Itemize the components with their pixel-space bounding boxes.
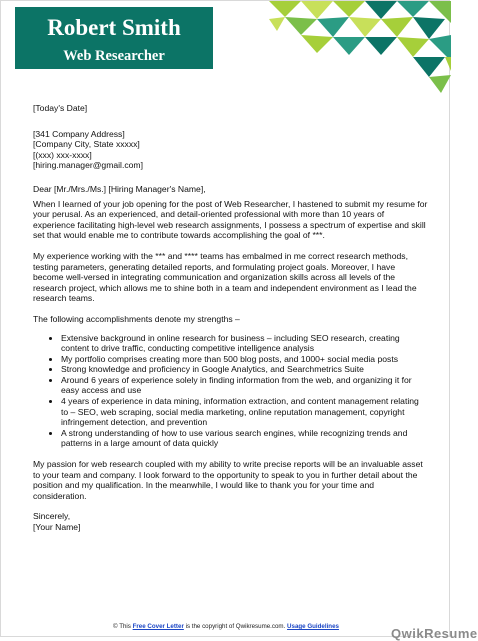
footer-prefix: © This: [113, 623, 133, 630]
header-band: [15, 7, 213, 69]
recipient-phone: [(xxx) xxx-xxxx]: [33, 149, 92, 160]
paragraph-experience: My experience working with the *** and **** teams has embalmed in me correct research methods, testing parameters, generating detailed reports, and formulating project goals. Moreover, I have become well-versed in integrating communication and organization skills across all levels of the research project, which allows me to shine both in a team and independent environment as I lead the research teams.: [33, 250, 417, 304]
list-item: • My portfolio comprises creating more than 500 blog posts, and 1000+ social media posts: [61, 354, 428, 365]
usage-guidelines-link[interactable]: Usage Guidelines: [287, 623, 339, 630]
footer-middle: is the copyright of Qwikresume.com.: [183, 623, 288, 630]
letter-date: [Today's Date]: [33, 103, 88, 113]
list-item: • A strong understanding of how to use various search engines, while recognizing trends and patterns in a large amount of data quickly: [61, 428, 428, 449]
qwikresume-logo: QwikResume: [391, 626, 478, 641]
list-item: • Around 6 years of experience solely in finding information from the web, and organizing it for easy access and use: [61, 375, 428, 396]
footer: [1, 623, 451, 630]
letter-body: [33, 103, 428, 533]
list-item: • Extensive background in online research for business – including SEO research, creating content to drive traffic, conducting competitive intelligence analysis: [61, 333, 428, 354]
recipient-address: [341 Company Address]: [33, 128, 125, 139]
list-item: • Strong knowledge and proficiency in Google Analytics, and Searchmetrics Suite: [61, 364, 428, 375]
candidate-name: Robert Smith: [47, 15, 181, 40]
paragraph-accomplishments-lead: The following accomplishments denote my strengths –: [33, 313, 240, 324]
signature-name: [Your Name]: [33, 522, 81, 532]
accomplishments-list: [33, 333, 428, 450]
recipient-email: [hiring.manager@gmail.com]: [33, 160, 143, 171]
recipient-city: [Company City, State xxxxx]: [33, 139, 140, 150]
free-cover-letter-link[interactable]: Free Cover Letter: [132, 623, 184, 630]
paragraph-closing: My passion for web research coupled with my ability to write precise reports will be an invaluable asset to your team and company. I look forward to the opportunity to speak to you in further detail about the position and my qualification. In the meanwhile, I would like to thank you for your time and consideration.: [33, 459, 423, 501]
paragraph-intro: When I learned of your job opening for the post of Web Researcher, I hastened to submit my resume for your perusal. As an experienced, and detail-oriented professional with more than 10 years of experience facilitating high-level web research assignments, I possess a spectrum of expertise and skill set that would enable me to contribute towards accomplishing the goal of ***.: [33, 198, 428, 241]
salutation: Dear [Mr./Mrs./Ms.] [Hiring Manager's Name],: [33, 183, 206, 194]
list-item: • 4 years of experience in data mining, information extraction, and content management relating to – SEO, web scraping, social media marketing, online reputation management, copyright infringement detection, and prevention: [61, 396, 428, 428]
signoff: Sincerely,: [33, 511, 71, 522]
candidate-title: Web Researcher: [63, 48, 165, 64]
